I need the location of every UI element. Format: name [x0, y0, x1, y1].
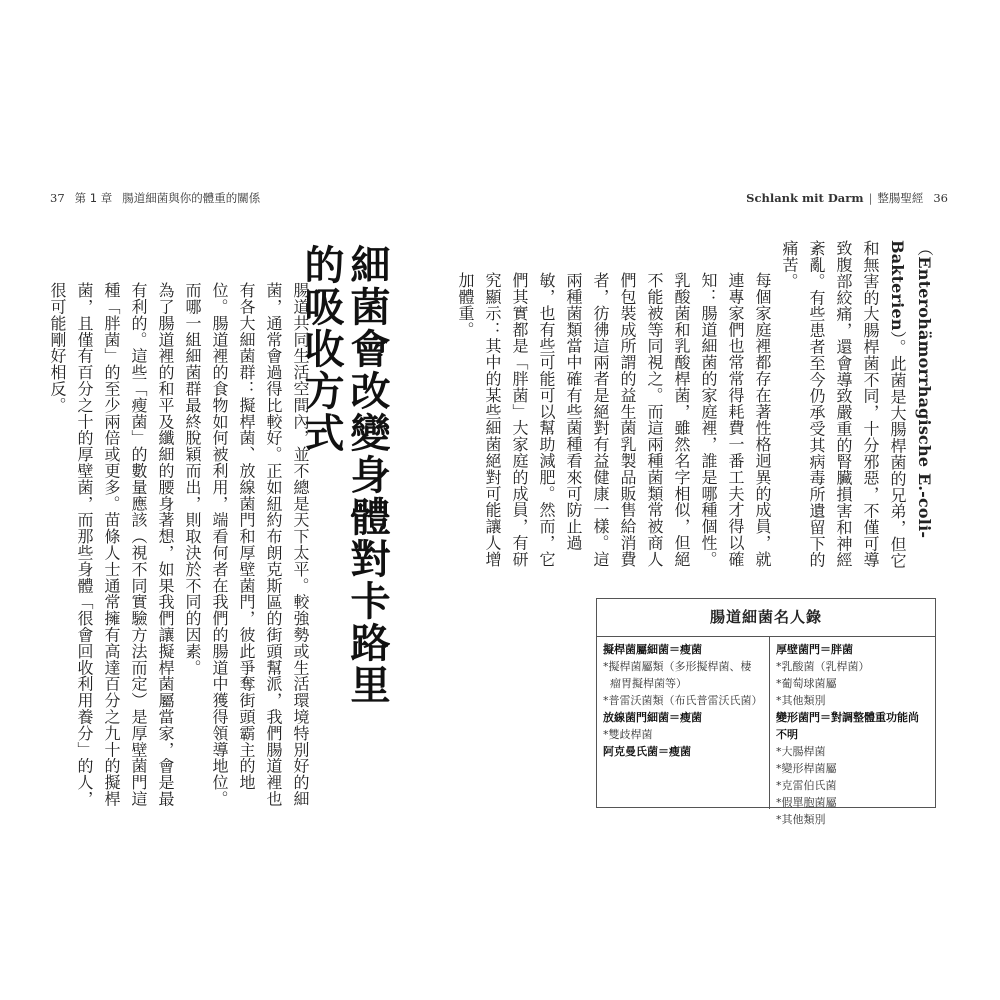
info-box-item: *變形桿菌屬 — [776, 762, 837, 775]
info-box-item: *假單胞菌屬 — [776, 796, 837, 809]
info-box-item: 瘤胃擬桿菌等） — [610, 677, 687, 690]
info-box-item: *克雷伯氏菌 — [776, 779, 837, 792]
info-box-right-column — [770, 637, 935, 826]
info-box-columns — [597, 637, 935, 826]
info-box-item: *普雷沃菌類（布氏普雷沃氏菌） — [603, 694, 763, 707]
left-paragraph-1: 腸道共同生活空間內，並不總是天下太平。較強勢或生活環境特別好的細菌，通常會過得比較好。正如紐約布朗克斯區的街頭幫派，我們腸道裡也有各大細菌群：擬桿菌、放線菌門和厚壁菌門，彼此爭奪街頭霸主的地位。腸道裡的食物如何被利用，端看何者在我們的腸道中獲得領導地位。而哪一組細菌群最終脫穎而出，則取決於不同的因素。 — [183, 282, 310, 807]
right-paragraph-2: 每個家庭裡都存在著性格迥異的成員，就連專家們也常常得耗費一番工夫才得以確知：腸道細菌的家庭裡，誰是哪種個性。乳酸菌和乳酸桿菌，雖然名字相似，但絕不能被等同視之。而這兩種菌類常被商人們包裝成所謂的益生菌乳製品販售給消費者，彷彿這兩者是絕對有益健康一樣。這兩種菌類當中確有些菌種看來可防止過敏，也有些可能可以幫助減肥。然而，它們其實都是「胖菌」大家庭的成員，有研究顯示：其中的某些細菌絕對可能讓人增加體重。 — [456, 272, 772, 568]
info-box-item: *大腸桿菌 — [776, 745, 826, 758]
right-paragraph-1-text: ）。此菌是大腸桿菌的兄弟，但它和無害的大腸桿菌不同，十分邪惡，不僅可導致腹部絞痛，還會導致嚴重的腎臟損害和神經紊亂。有些患者至今仍承受其病毒所遺留下的痛苦。 — [780, 240, 907, 569]
info-box-title: 腸道細菌名人錄 — [597, 599, 935, 637]
chapter-number: 第 1 章 — [74, 191, 113, 205]
info-box-category: 阿克曼氏菌＝瘦菌 — [603, 745, 691, 758]
info-box-category: 變形菌門＝對調整體重功能尚不明 — [776, 711, 919, 741]
right-page-body — [456, 240, 938, 572]
left-page-body — [48, 250, 314, 810]
left-running-head — [50, 191, 260, 205]
bacteria-info-box — [596, 598, 936, 826]
right-paragraph-1 — [776, 240, 938, 572]
paren-open: （ — [915, 240, 934, 257]
info-box-category: 厚壁菌門＝胖菌 — [776, 643, 853, 656]
info-box-item: *葡萄球菌屬 — [776, 677, 837, 690]
left-page-number: 37 — [50, 191, 65, 205]
chapter-title: 腸道細菌與你的體重的關係 — [122, 191, 261, 205]
section-heading: 細菌會改變身體對卡路里的吸收方式 — [298, 244, 390, 706]
info-box-category: 放線菌門細菌＝瘦菌 — [603, 711, 702, 724]
book-subtitle: 整腸聖經 — [877, 191, 924, 205]
info-box-item: *乳酸菌（乳桿菌） — [776, 660, 870, 673]
right-page-number: 36 — [933, 191, 948, 205]
info-box-item: *擬桿菌屬類（多形擬桿菌、棲 — [603, 660, 752, 673]
right-running-head — [746, 191, 948, 205]
info-box-category: 擬桿菌屬細菌＝瘦菌 — [603, 643, 702, 656]
left-paragraph-2: 為了腸道裡的和平及纖細的腰身著想，如果我們讓擬桿菌屬當家，會是最有利的。這些「瘦菌」的數量應該（視不同實驗方法而定）是厚壁菌門這種「胖菌」的至少兩倍或更多。苗條人士通常擁有高達百分之九十的擬桿菌，且僅有百分之十的厚壁菌，而那些身體「很會回收利用養分」的人，很可能剛好相反。 — [48, 282, 175, 807]
latin-bacteria-name: Enterohämorrhagische E.-coli-Bakterien — [888, 240, 934, 539]
book-title: Schlank mit Darm — [746, 191, 864, 205]
info-box-item: *其他類別 — [776, 694, 826, 707]
running-head-separator: | — [868, 191, 873, 205]
info-box-item: *雙歧桿菌 — [603, 728, 653, 741]
info-box-left-column — [597, 637, 770, 809]
info-box-item: *其他類別 — [776, 813, 826, 826]
